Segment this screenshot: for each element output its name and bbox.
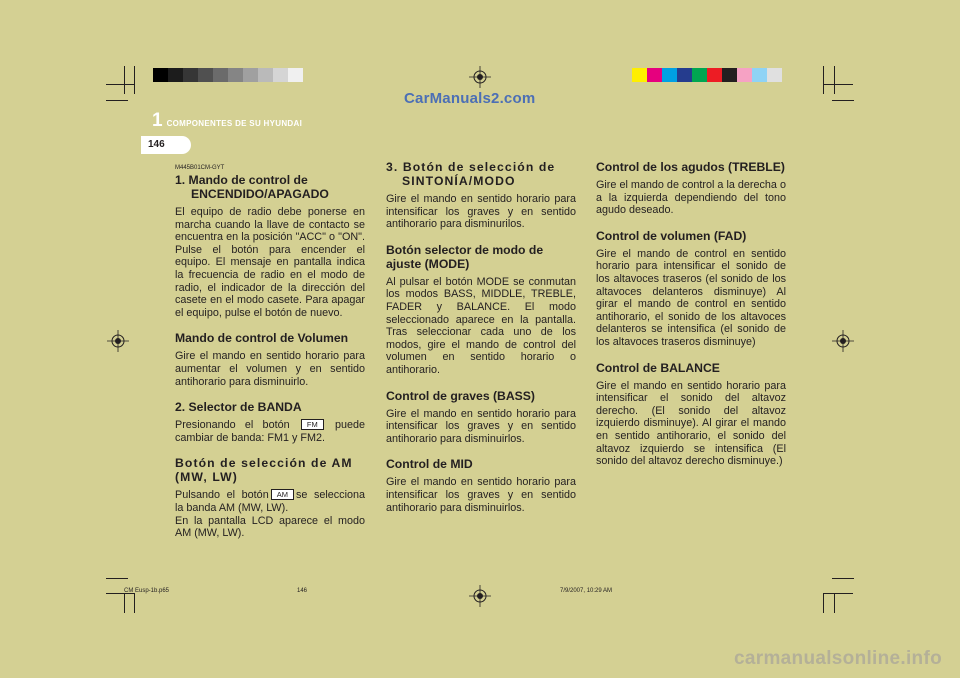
cmyk-swatch (647, 68, 662, 82)
footer-file: CM Eusp-1b.p65 (124, 588, 170, 594)
grayscale-swatch (243, 68, 258, 82)
section-title-bass: Control de graves (BASS) (386, 388, 535, 403)
column-2 (386, 160, 576, 526)
section-text-treble: Gire el mando de control a la derecha o a la izquierda dependiendo del tono agudo deseado. (596, 179, 786, 217)
am-button-icon: AM (271, 489, 294, 500)
grayscale-swatch (153, 68, 168, 82)
section-title-fader: Control de volumen (FAD) (596, 228, 747, 243)
grayscale-swatch (288, 68, 303, 82)
column-3 (596, 160, 786, 480)
section-title-balance: Control de BALANCE (596, 360, 720, 375)
am-text-start: Pulsando el botón (175, 489, 269, 502)
section-title-volume: Mando de control de Volumen (175, 331, 349, 346)
section-text-power: El equipo de radio debe ponerse en marcha cuando la llave de contacto se encuentra en la posición "ACC" o "ON". Pulse el botón para encender el equipo. El mensaje en pantalla indica la frecuencia de radio en el modo de radio, el indicador de la dirección del casete en el modo casete. Para apagar el equipo, pulse el botón de nuevo. (175, 206, 365, 319)
grayscale-swatch (198, 68, 213, 82)
section-text-bass: Gire el mando en sentido horario para intensificar los graves y en sentido antihorario para disminuirlos. (386, 407, 576, 445)
grayscale-swatch (183, 68, 198, 82)
section-title-band: 2. Selector de BANDA (175, 400, 302, 415)
column-1 (175, 165, 365, 552)
page-number: 146 (148, 139, 165, 150)
grayscale-swatch (168, 68, 183, 82)
section-text-am (175, 489, 365, 514)
section-text-mid: Gire el mando en sentido horario para intensificar los graves y en sentido antihorario para disminuirlos. (386, 476, 576, 514)
footer-date: 7/9/2007, 10:29 AM (560, 588, 613, 594)
section-title-treble: Control de los agudos (TREBLE) (596, 160, 785, 174)
grayscale-swatch (228, 68, 243, 82)
section-text-volume: Gire el mando en sentido horario para aumentar el volumen y en sentido antihorario para disminuirlo. (175, 350, 365, 388)
section-text-tuning: Gire el mando en sentido horario para intensificar los graves y en sentido antihorario para disminurilos. (386, 193, 576, 231)
section-title-tuning: 3. Botón de selección de SINTONÍA/MODO (386, 160, 556, 188)
cmyk-color-bar (632, 68, 782, 82)
section-title-mode: Botón selector de modo de ajuste (MODE) (386, 242, 544, 271)
chapter-title: COMPONENTES DE SU HYUNDAI (166, 119, 303, 128)
band-text-end: puede cambiar de banda: FM1 y FM2. (175, 419, 365, 444)
cmyk-swatch (752, 68, 767, 82)
grayscale-swatch (273, 68, 288, 82)
cmyk-swatch (707, 68, 722, 82)
section-text-balance: Gire el mando en sentido horario para intensificar el sonido del altavoz derecho. (El sonido del altavoz izquierdo disminuye). Al girar el mando en sentido antihorario, el sonido del altavoz izquierdo se intensifica (El sonido del altavoz derecho disminuye.) (596, 379, 786, 468)
grayscale-swatch (258, 68, 273, 82)
section-title-am: Botón de selección de AM (MW, LW) (175, 456, 353, 485)
watermark-top[interactable]: CarManuals2.com (404, 90, 536, 107)
chapter-number: 1 (152, 110, 163, 131)
am-text-end: se selecciona la banda AM (MW, LW). (175, 489, 365, 514)
cmyk-swatch (737, 68, 752, 82)
chapter-heading (152, 110, 302, 132)
section-text-fader: Gire el mando de control en sentido horario para intensificar el sonido de los altavoces traseros (el sonido de los altavoces delanteros disminuye) Al girar el mando de control en sentido antihorario, el sonido de los altavoces delanteros se intensifica (el sonido de los altavoces traseros disminuye) (596, 247, 786, 348)
section-title-power: 1. Mando de control de ENCENDIDO/APAGADO (175, 173, 329, 201)
section-text-am-lcd: En la pantalla LCD aparece el modo AM (MW, LW). (175, 514, 365, 540)
section-title-mid: Control de MID (386, 457, 473, 472)
cmyk-swatch (767, 68, 782, 82)
grayscale-swatch (213, 68, 228, 82)
registration-mark-top-icon (469, 66, 491, 88)
cmyk-swatch (632, 68, 647, 82)
fm-button-icon: FM (301, 419, 324, 430)
section-text-band (175, 419, 365, 444)
cmyk-swatch (662, 68, 677, 82)
section-code: M445B01CM-GYT (175, 165, 225, 171)
registration-mark-bottom-icon (469, 585, 491, 607)
registration-mark-left-icon (107, 330, 129, 352)
section-text-mode: Al pulsar el botón MODE se conmutan los modos BASS, MIDDLE, TREBLE, FADER y BALANCE. El modo seleccionado aparece en la pantalla. Tras seleccionar cada uno de los modos, gire el mando de control del volumen en sentido horario o antihorario. (386, 275, 576, 376)
cmyk-swatch (692, 68, 707, 82)
footer-page: 146 (297, 588, 308, 594)
cmyk-swatch (677, 68, 692, 82)
watermark-bottom[interactable]: carmanualsonline.info (734, 648, 942, 669)
band-text-start: Presionando el botón (175, 419, 290, 432)
grayscale-color-bar (153, 68, 303, 82)
registration-mark-right-icon (832, 330, 854, 352)
cmyk-swatch (722, 68, 737, 82)
